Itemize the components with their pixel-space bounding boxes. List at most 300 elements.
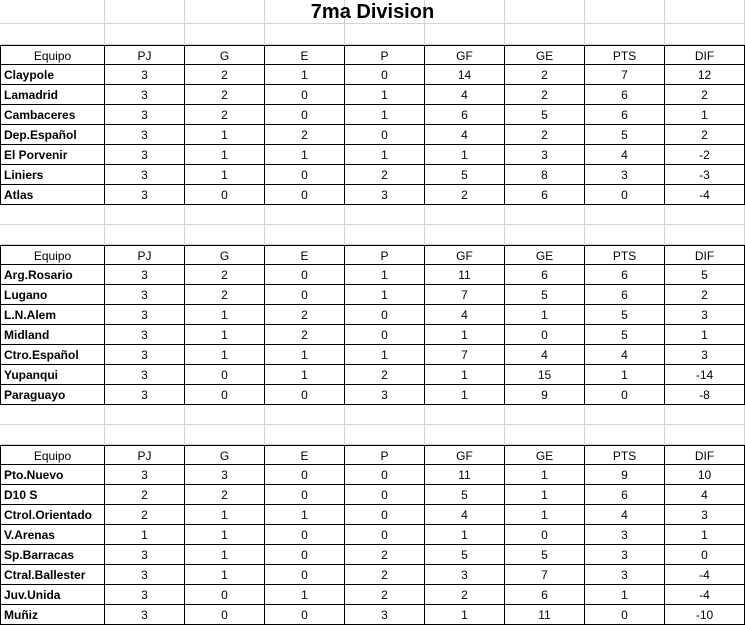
stat-cell-pts[interactable]: 1 — [585, 585, 665, 605]
stat-cell-g[interactable]: 1 — [185, 565, 265, 585]
empty-cell[interactable] — [185, 405, 265, 425]
stat-cell-pj[interactable]: 3 — [105, 465, 185, 485]
stat-cell-dif[interactable]: 12 — [665, 65, 745, 85]
stat-cell-pj[interactable]: 3 — [105, 365, 185, 385]
column-header-pj[interactable]: PJ — [105, 45, 185, 65]
stat-cell-pts[interactable]: 6 — [585, 265, 665, 285]
empty-row — [0, 205, 745, 225]
stat-cell-dif[interactable]: 1 — [665, 105, 745, 125]
stat-cell-p[interactable]: 1 — [345, 265, 425, 285]
empty-cell[interactable] — [505, 425, 585, 445]
stat-cell-g[interactable]: 1 — [185, 545, 265, 565]
stat-cell-ge[interactable]: 6 — [505, 265, 585, 285]
empty-cell[interactable] — [105, 205, 185, 225]
empty-cell[interactable] — [0, 205, 105, 225]
stat-cell-g[interactable]: 1 — [185, 525, 265, 545]
team-name-cell[interactable]: D10 S — [0, 485, 105, 505]
stat-cell-e[interactable]: 0 — [265, 85, 345, 105]
column-header-e[interactable]: E — [265, 45, 345, 65]
stat-cell-p[interactable]: 1 — [345, 85, 425, 105]
stat-cell-dif[interactable]: 4 — [665, 485, 745, 505]
stat-cell-dif[interactable]: -4 — [665, 565, 745, 585]
stat-cell-pj[interactable]: 3 — [105, 605, 185, 625]
stat-cell-gf[interactable]: 11 — [425, 465, 505, 485]
stat-cell-ge[interactable]: 0 — [505, 325, 585, 345]
empty-cell[interactable] — [265, 24, 345, 45]
table-row — [0, 325, 745, 345]
stat-cell-p[interactable]: 0 — [345, 505, 425, 525]
stat-cell-ge[interactable]: 5 — [505, 545, 585, 565]
stat-cell-e[interactable]: 0 — [265, 485, 345, 505]
column-header-ge[interactable]: GE — [505, 45, 585, 65]
stat-cell-dif[interactable]: 2 — [665, 85, 745, 105]
table-row — [0, 265, 745, 285]
stat-cell-pj[interactable]: 3 — [105, 565, 185, 585]
stat-cell-pj[interactable]: 2 — [105, 485, 185, 505]
stat-cell-e[interactable]: 1 — [265, 345, 345, 365]
empty-cell[interactable] — [185, 425, 265, 445]
stat-cell-g[interactable]: 1 — [185, 505, 265, 525]
empty-cell[interactable] — [0, 405, 105, 425]
empty-cell[interactable] — [0, 225, 105, 245]
stat-cell-dif[interactable]: -4 — [665, 585, 745, 605]
stat-cell-pts[interactable]: 6 — [585, 485, 665, 505]
stat-cell-pj[interactable]: 1 — [105, 525, 185, 545]
stat-cell-gf[interactable]: 1 — [425, 385, 505, 405]
stat-cell-g[interactable]: 3 — [185, 465, 265, 485]
stat-cell-gf[interactable]: 1 — [425, 145, 505, 165]
stat-cell-gf[interactable]: 3 — [425, 565, 505, 585]
empty-cell[interactable] — [505, 405, 585, 425]
empty-cell[interactable] — [345, 405, 425, 425]
stat-cell-p[interactable]: 2 — [345, 565, 425, 585]
empty-cell[interactable] — [345, 425, 425, 445]
stat-cell-g[interactable]: 1 — [185, 145, 265, 165]
stat-cell-p[interactable]: 3 — [345, 385, 425, 405]
page-title: 7ma Division — [310, 1, 435, 23]
stat-cell-gf[interactable]: 4 — [425, 505, 505, 525]
team-name-cell[interactable]: Paraguayo — [0, 385, 105, 405]
column-header-gf[interactable]: GF — [425, 45, 505, 65]
stat-cell-dif[interactable]: 2 — [665, 285, 745, 305]
stat-cell-ge[interactable]: 11 — [505, 605, 585, 625]
empty-cell[interactable] — [105, 24, 185, 45]
stat-cell-g[interactable]: 1 — [185, 325, 265, 345]
stat-cell-dif[interactable]: 3 — [665, 505, 745, 525]
stat-cell-pj[interactable]: 3 — [105, 165, 185, 185]
stat-cell-gf[interactable]: 5 — [425, 165, 505, 185]
empty-cell[interactable] — [185, 24, 265, 45]
empty-row — [0, 425, 745, 445]
empty-cell[interactable] — [0, 24, 105, 45]
column-header-g[interactable]: G — [185, 45, 265, 65]
stat-cell-dif[interactable]: 1 — [665, 325, 745, 345]
table-row — [0, 605, 745, 625]
stat-cell-dif[interactable]: -8 — [665, 385, 745, 405]
stat-cell-pts[interactable]: 3 — [585, 545, 665, 565]
stat-cell-gf[interactable]: 14 — [425, 65, 505, 85]
empty-cell[interactable] — [185, 205, 265, 225]
stat-cell-dif[interactable]: -14 — [665, 365, 745, 385]
stat-cell-ge[interactable]: 15 — [505, 365, 585, 385]
table-row — [0, 585, 745, 605]
column-header-dif[interactable]: DIF — [665, 445, 745, 465]
stat-cell-ge[interactable]: 1 — [505, 305, 585, 325]
stat-cell-g[interactable]: 1 — [185, 345, 265, 365]
stat-cell-p[interactable]: 2 — [345, 365, 425, 385]
stat-cell-g[interactable]: 0 — [185, 605, 265, 625]
stat-cell-dif[interactable]: 3 — [665, 345, 745, 365]
empty-cell[interactable] — [345, 225, 425, 245]
stat-cell-pts[interactable]: 5 — [585, 325, 665, 345]
stat-cell-gf[interactable]: 2 — [425, 585, 505, 605]
stat-cell-dif[interactable]: 1 — [665, 525, 745, 545]
stat-cell-gf[interactable]: 1 — [425, 325, 505, 345]
table-row — [0, 485, 745, 505]
column-header-dif[interactable]: DIF — [665, 45, 745, 65]
table-row — [0, 125, 745, 145]
column-header-p[interactable]: P — [345, 245, 425, 265]
stat-cell-pj[interactable]: 3 — [105, 545, 185, 565]
column-header-pj[interactable]: PJ — [105, 445, 185, 465]
stat-cell-ge[interactable]: 3 — [505, 145, 585, 165]
stat-cell-g[interactable]: 2 — [185, 285, 265, 305]
stat-cell-g[interactable]: 1 — [185, 125, 265, 145]
table-row — [0, 505, 745, 525]
empty-cell[interactable] — [345, 24, 425, 45]
empty-cell[interactable] — [665, 405, 745, 425]
table-row — [0, 145, 745, 165]
empty-cell[interactable] — [665, 225, 745, 245]
stat-cell-pj[interactable]: 3 — [105, 85, 185, 105]
stat-cell-pj[interactable]: 3 — [105, 185, 185, 205]
team-name-cell[interactable]: Yupanqui — [0, 365, 105, 385]
table-row — [0, 185, 745, 205]
empty-cell[interactable] — [105, 425, 185, 445]
stat-cell-ge[interactable]: 8 — [505, 165, 585, 185]
empty-cell[interactable] — [265, 205, 345, 225]
stat-cell-gf[interactable]: 1 — [425, 525, 505, 545]
stat-cell-gf[interactable]: 1 — [425, 605, 505, 625]
empty-cell[interactable] — [425, 405, 505, 425]
stat-cell-p[interactable]: 2 — [345, 545, 425, 565]
stat-cell-g[interactable]: 2 — [185, 85, 265, 105]
stat-cell-pj[interactable]: 3 — [105, 125, 185, 145]
stat-cell-gf[interactable]: 7 — [425, 285, 505, 305]
table-row — [0, 285, 745, 305]
empty-cell[interactable] — [185, 225, 265, 245]
team-name-cell[interactable]: Juv.Unida — [0, 585, 105, 605]
stat-cell-gf[interactable]: 4 — [425, 85, 505, 105]
stat-cell-p[interactable]: 0 — [345, 65, 425, 85]
stat-cell-pj[interactable]: 3 — [105, 325, 185, 345]
empty-cell[interactable] — [505, 205, 585, 225]
empty-cell[interactable] — [265, 225, 345, 245]
table-row — [0, 365, 745, 385]
stat-cell-pts[interactable]: 5 — [585, 125, 665, 145]
empty-cell[interactable] — [665, 24, 745, 45]
team-name-cell[interactable]: Pto.Nuevo — [0, 465, 105, 485]
stat-cell-ge[interactable]: 2 — [505, 85, 585, 105]
team-name-cell[interactable]: Ctral.Ballester — [0, 565, 105, 585]
stat-cell-e[interactable]: 0 — [265, 465, 345, 485]
stat-cell-p[interactable]: 3 — [345, 605, 425, 625]
column-header-pts[interactable]: PTS — [585, 245, 665, 265]
stat-cell-e[interactable]: 0 — [265, 185, 345, 205]
stat-cell-ge[interactable]: 6 — [505, 185, 585, 205]
stat-cell-pj[interactable]: 2 — [105, 505, 185, 525]
stat-cell-ge[interactable]: 1 — [505, 505, 585, 525]
table-row — [0, 545, 745, 565]
empty-cell[interactable] — [665, 205, 745, 225]
stat-cell-g[interactable]: 0 — [185, 385, 265, 405]
team-name-cell[interactable]: Cambaceres — [0, 105, 105, 125]
column-header-equipo[interactable]: Equipo — [0, 445, 105, 465]
column-header-ge[interactable]: GE — [505, 445, 585, 465]
stat-cell-gf[interactable]: 4 — [425, 305, 505, 325]
team-name-cell[interactable]: Claypole — [0, 65, 105, 85]
stat-cell-p[interactable]: 1 — [345, 145, 425, 165]
column-header-dif[interactable]: DIF — [665, 245, 745, 265]
empty-cell[interactable] — [425, 205, 505, 225]
stat-cell-gf[interactable]: 11 — [425, 265, 505, 285]
stat-cell-e[interactable]: 0 — [265, 565, 345, 585]
table-row — [0, 465, 745, 485]
column-header-equipo[interactable]: Equipo — [0, 245, 105, 265]
stat-cell-pts[interactable]: 3 — [585, 165, 665, 185]
stat-cell-g[interactable]: 1 — [185, 165, 265, 185]
stat-cell-pj[interactable]: 3 — [105, 585, 185, 605]
stat-cell-g[interactable]: 2 — [185, 105, 265, 125]
column-header-pts[interactable]: PTS — [585, 445, 665, 465]
empty-cell[interactable] — [585, 225, 665, 245]
empty-cell[interactable] — [265, 425, 345, 445]
stat-cell-pts[interactable]: 0 — [585, 605, 665, 625]
team-name-cell[interactable]: Atlas — [0, 185, 105, 205]
stat-cell-ge[interactable]: 4 — [505, 345, 585, 365]
stat-cell-ge[interactable]: 2 — [505, 65, 585, 85]
stat-cell-ge[interactable]: 1 — [505, 485, 585, 505]
empty-cell[interactable] — [585, 205, 665, 225]
empty-cell[interactable] — [505, 24, 585, 45]
stat-cell-g[interactable]: 0 — [185, 365, 265, 385]
stat-cell-gf[interactable]: 5 — [425, 545, 505, 565]
stat-cell-p[interactable]: 0 — [345, 525, 425, 545]
stat-cell-g[interactable]: 2 — [185, 485, 265, 505]
stat-cell-p[interactable]: 0 — [345, 465, 425, 485]
stat-cell-dif[interactable]: -10 — [665, 605, 745, 625]
stat-cell-e[interactable]: 0 — [265, 605, 345, 625]
stat-cell-e[interactable]: 1 — [265, 145, 345, 165]
stat-cell-pts[interactable]: 1 — [585, 365, 665, 385]
stat-cell-ge[interactable]: 5 — [505, 285, 585, 305]
table-row — [0, 525, 745, 545]
stat-cell-gf[interactable]: 1 — [425, 365, 505, 385]
empty-cell[interactable] — [505, 225, 585, 245]
stat-cell-pts[interactable]: 0 — [585, 185, 665, 205]
stat-cell-ge[interactable]: 1 — [505, 465, 585, 485]
team-name-cell[interactable]: Sp.Barracas — [0, 545, 105, 565]
stat-cell-p[interactable]: 1 — [345, 285, 425, 305]
stat-cell-ge[interactable]: 2 — [505, 125, 585, 145]
team-name-cell[interactable]: Arg.Rosario — [0, 265, 105, 285]
team-name-cell[interactable]: El Porvenir — [0, 145, 105, 165]
table-row — [0, 105, 745, 125]
table-row — [0, 345, 745, 365]
stat-cell-pts[interactable]: 3 — [585, 565, 665, 585]
stat-cell-dif[interactable]: 5 — [665, 265, 745, 285]
table-row — [0, 305, 745, 325]
table-row — [0, 85, 745, 105]
column-header-e[interactable]: E — [265, 245, 345, 265]
stat-cell-pts[interactable]: 6 — [585, 285, 665, 305]
table-row — [0, 165, 745, 185]
column-header-g[interactable]: G — [185, 245, 265, 265]
stat-cell-pj[interactable]: 3 — [105, 385, 185, 405]
stat-cell-e[interactable]: 2 — [265, 305, 345, 325]
stat-cell-pts[interactable]: 3 — [585, 525, 665, 545]
stat-cell-g[interactable]: 0 — [185, 185, 265, 205]
stat-cell-pj[interactable]: 3 — [105, 145, 185, 165]
stat-cell-e[interactable]: 1 — [265, 365, 345, 385]
stat-cell-gf[interactable]: 4 — [425, 125, 505, 145]
title-row — [0, 0, 745, 24]
column-header-e[interactable]: E — [265, 445, 345, 465]
stat-cell-e[interactable]: 1 — [265, 505, 345, 525]
standings-header-row — [0, 445, 745, 465]
stat-cell-g[interactable]: 2 — [185, 65, 265, 85]
stat-cell-e[interactable]: 0 — [265, 545, 345, 565]
table-row — [0, 565, 745, 585]
stat-cell-pts[interactable]: 6 — [585, 85, 665, 105]
team-name-cell[interactable]: Lugano — [0, 285, 105, 305]
column-header-p[interactable]: P — [345, 445, 425, 465]
stat-cell-ge[interactable]: 7 — [505, 565, 585, 585]
stat-cell-e[interactable]: 0 — [265, 525, 345, 545]
stat-cell-pj[interactable]: 3 — [105, 285, 185, 305]
column-header-pj[interactable]: PJ — [105, 245, 185, 265]
stat-cell-dif[interactable]: -2 — [665, 145, 745, 165]
stat-cell-p[interactable]: 0 — [345, 325, 425, 345]
stat-cell-p[interactable]: 3 — [345, 185, 425, 205]
stat-cell-e[interactable]: 0 — [265, 285, 345, 305]
stat-cell-e[interactable]: 2 — [265, 125, 345, 145]
stat-cell-gf[interactable]: 6 — [425, 105, 505, 125]
stat-cell-pts[interactable]: 5 — [585, 305, 665, 325]
stat-cell-pts[interactable]: 9 — [585, 465, 665, 485]
team-name-cell[interactable]: Midland — [0, 325, 105, 345]
empty-row — [0, 405, 745, 425]
stat-cell-g[interactable]: 1 — [185, 305, 265, 325]
stat-cell-ge[interactable]: 0 — [505, 525, 585, 545]
stat-cell-g[interactable]: 2 — [185, 265, 265, 285]
standings-header-row — [0, 245, 745, 265]
stat-cell-pj[interactable]: 3 — [105, 305, 185, 325]
empty-cell[interactable] — [665, 425, 745, 445]
empty-cell[interactable] — [105, 225, 185, 245]
stat-cell-pj[interactable]: 3 — [105, 65, 185, 85]
column-header-g[interactable]: G — [185, 445, 265, 465]
stat-cell-pj[interactable]: 3 — [105, 345, 185, 365]
stat-cell-e[interactable]: 0 — [265, 105, 345, 125]
stat-cell-dif[interactable]: 0 — [665, 545, 745, 565]
empty-row — [0, 24, 745, 45]
empty-cell[interactable] — [425, 425, 505, 445]
stat-cell-dif[interactable]: -3 — [665, 165, 745, 185]
stat-cell-ge[interactable]: 5 — [505, 105, 585, 125]
stat-cell-e[interactable]: 2 — [265, 325, 345, 345]
stat-cell-gf[interactable]: 2 — [425, 185, 505, 205]
stat-cell-pj[interactable]: 3 — [105, 265, 185, 285]
empty-cell[interactable] — [105, 405, 185, 425]
empty-cell[interactable] — [585, 24, 665, 45]
stat-cell-e[interactable]: 1 — [265, 65, 345, 85]
column-header-ge[interactable]: GE — [505, 245, 585, 265]
stat-cell-dif[interactable]: 2 — [665, 125, 745, 145]
stat-cell-pts[interactable]: 7 — [585, 65, 665, 85]
empty-cell[interactable] — [265, 405, 345, 425]
empty-cell[interactable] — [585, 405, 665, 425]
team-name-cell[interactable]: L.N.Alem — [0, 305, 105, 325]
empty-cell[interactable] — [425, 24, 505, 45]
stat-cell-p[interactable]: 2 — [345, 165, 425, 185]
empty-cell[interactable] — [0, 425, 105, 445]
team-name-cell[interactable]: Liniers — [0, 165, 105, 185]
stat-cell-e[interactable]: 0 — [265, 265, 345, 285]
stat-cell-pts[interactable]: 6 — [585, 105, 665, 125]
empty-cell[interactable] — [425, 225, 505, 245]
stat-cell-g[interactable]: 0 — [185, 585, 265, 605]
stat-cell-dif[interactable]: 3 — [665, 305, 745, 325]
table-row — [0, 65, 745, 85]
stat-cell-pts[interactable]: 4 — [585, 345, 665, 365]
team-name-cell[interactable]: V.Arenas — [0, 525, 105, 545]
column-header-pts[interactable]: PTS — [585, 45, 665, 65]
stat-cell-gf[interactable]: 7 — [425, 345, 505, 365]
team-name-cell[interactable]: Ctrol.Orientado — [0, 505, 105, 525]
stat-cell-pts[interactable]: 0 — [585, 385, 665, 405]
stat-cell-p[interactable]: 0 — [345, 485, 425, 505]
stat-cell-p[interactable]: 0 — [345, 305, 425, 325]
empty-cell[interactable] — [585, 425, 665, 445]
stat-cell-pts[interactable]: 4 — [585, 145, 665, 165]
stat-cell-p[interactable]: 2 — [345, 585, 425, 605]
stat-cell-gf[interactable]: 5 — [425, 485, 505, 505]
stat-cell-e[interactable]: 0 — [265, 165, 345, 185]
stat-cell-dif[interactable]: 10 — [665, 465, 745, 485]
table-row — [0, 385, 745, 405]
stat-cell-e[interactable]: 0 — [265, 385, 345, 405]
stat-cell-p[interactable]: 1 — [345, 345, 425, 365]
team-name-cell[interactable]: Ctro.Español — [0, 345, 105, 365]
stat-cell-pts[interactable]: 4 — [585, 505, 665, 525]
column-header-gf[interactable]: GF — [425, 245, 505, 265]
column-header-equipo[interactable]: Equipo — [0, 45, 105, 65]
stat-cell-ge[interactable]: 9 — [505, 385, 585, 405]
team-name-cell[interactable]: Muñiz — [0, 605, 105, 625]
team-name-cell[interactable]: Lamadrid — [0, 85, 105, 105]
stat-cell-p[interactable]: 1 — [345, 105, 425, 125]
stat-cell-p[interactable]: 0 — [345, 125, 425, 145]
empty-cell[interactable] — [345, 205, 425, 225]
team-name-cell[interactable]: Dep.Español — [0, 125, 105, 145]
stat-cell-ge[interactable]: 6 — [505, 585, 585, 605]
column-header-gf[interactable]: GF — [425, 445, 505, 465]
stat-cell-e[interactable]: 1 — [265, 585, 345, 605]
column-header-p[interactable]: P — [345, 45, 425, 65]
stat-cell-dif[interactable]: -4 — [665, 185, 745, 205]
stat-cell-pj[interactable]: 3 — [105, 105, 185, 125]
